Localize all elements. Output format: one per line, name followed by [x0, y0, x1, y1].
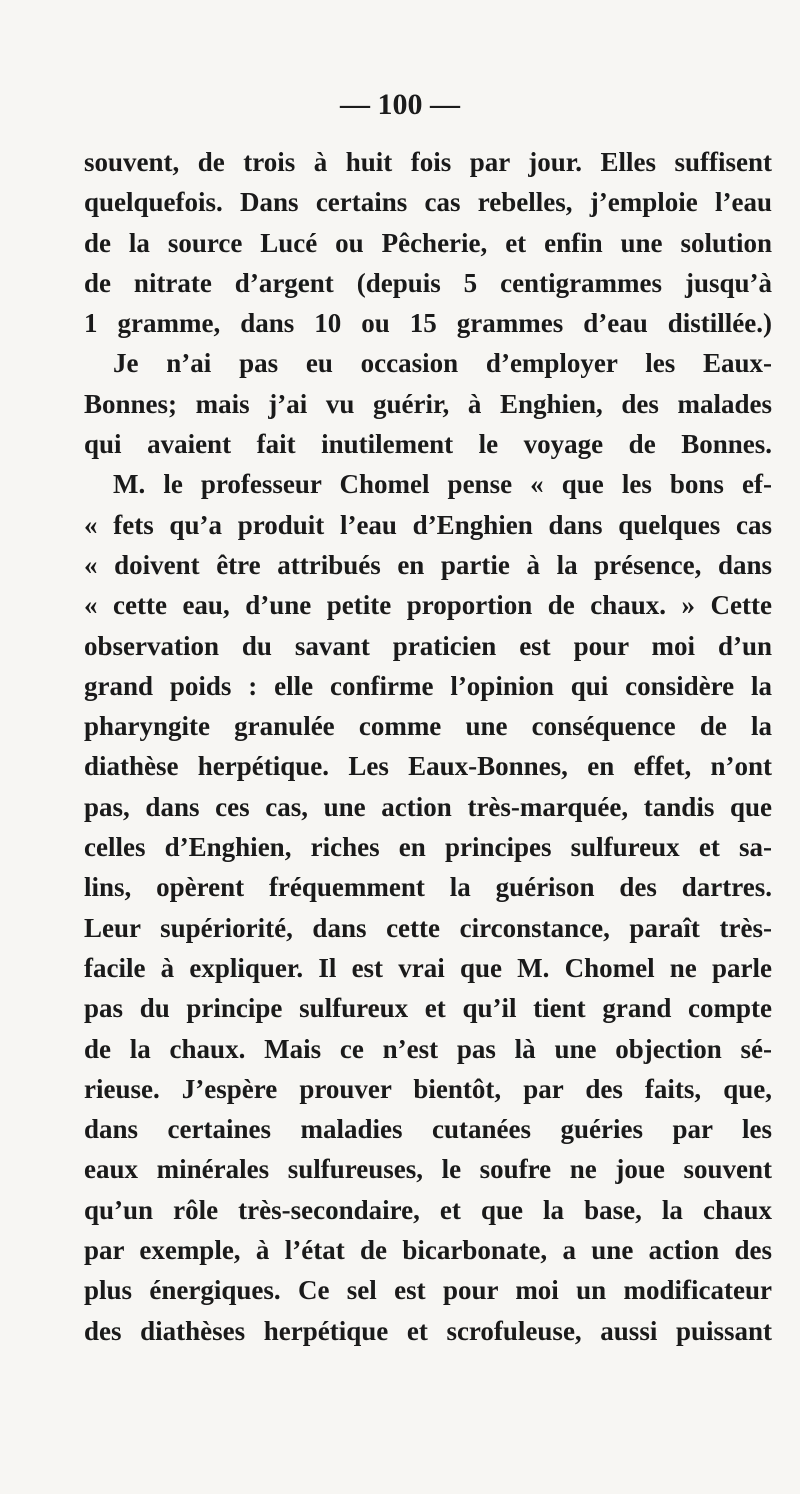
text-line: qu’un rôle très-secondaire, et que la base, la chaux	[84, 1194, 772, 1225]
text-line: de la source Lucé ou Pêcherie, et enfin une solution	[84, 227, 772, 258]
body-text	[84, 142, 772, 1351]
page-number: — 100 —	[340, 88, 460, 121]
text-line: pas, dans ces cas, une action très-marquée, tandis que	[84, 791, 772, 822]
text-line: par exemple, à l’état de bicarbonate, a une action des	[84, 1235, 772, 1266]
text-line: M. le professeur Chomel pense « que les bons ef-	[113, 469, 772, 500]
text-line: plus énergiques. Ce sel est pour moi un modificateur	[84, 1275, 772, 1306]
text-line: Je n’ai pas eu occasion d’employer les Eaux-	[113, 348, 772, 379]
text-line: facile à expliquer. Il est vrai que M. Chomel ne parle	[84, 952, 772, 983]
text-line: qui avaient fait inutilement le voyage de Bonnes.	[84, 429, 772, 460]
text-line: diathèse herpétique. Les Eaux-Bonnes, en effet, n’ont	[84, 751, 772, 782]
text-line: pas du principe sulfureux et qu’il tient grand compte	[84, 993, 772, 1024]
text-line: « doivent être attribués en partie à la présence, dans	[84, 549, 772, 580]
text-line: dans certaines maladies cutanées guéries par les	[84, 1114, 772, 1145]
text-line: souvent, de trois à huit fois par jour. Elles suffisent	[84, 147, 772, 177]
text-line: de la chaux. Mais ce n’est pas là une objection sé-	[84, 1033, 772, 1064]
text-line: pharyngite granulée comme une conséquence de la	[84, 711, 772, 742]
text-line: celles d’Enghien, riches en principes sulfureux et sa-	[84, 832, 772, 863]
text-line: « cette eau, d’une petite proportion de chaux. » Cette	[84, 590, 772, 621]
text-line: Bonnes; mais j’ai vu guérir, à Enghien, des malades	[84, 388, 772, 419]
text-line: Leur supériorité, dans cette circonstance, paraît très-	[84, 912, 772, 943]
text-line: 1 gramme, dans 10 ou 15 grammes d’eau distillée.)	[84, 308, 772, 339]
text-line: « fets qu’a produit l’eau d’Enghien dans quelques cas	[84, 509, 772, 540]
text-line: quelquefois. Dans certains cas rebelles, j’emploie l’eau	[84, 187, 772, 218]
text-line: grand poids : elle confirme l’opinion qui considère la	[84, 670, 772, 701]
text-line: rieuse. J’espère prouver bientôt, par des faits, que,	[84, 1073, 772, 1104]
text-line: eaux minérales sulfureuses, le soufre ne joue souvent	[84, 1154, 772, 1185]
text-line: de nitrate d’argent (depuis 5 centigrammes jusqu’à	[84, 267, 772, 298]
text-line: lins, opèrent fréquemment la guérison des dartres.	[84, 872, 772, 903]
text-line: des diathèses herpétique et scrofuleuse, aussi puissant	[84, 1315, 772, 1346]
text-line: observation du savant praticien est pour moi d’un	[84, 630, 772, 661]
